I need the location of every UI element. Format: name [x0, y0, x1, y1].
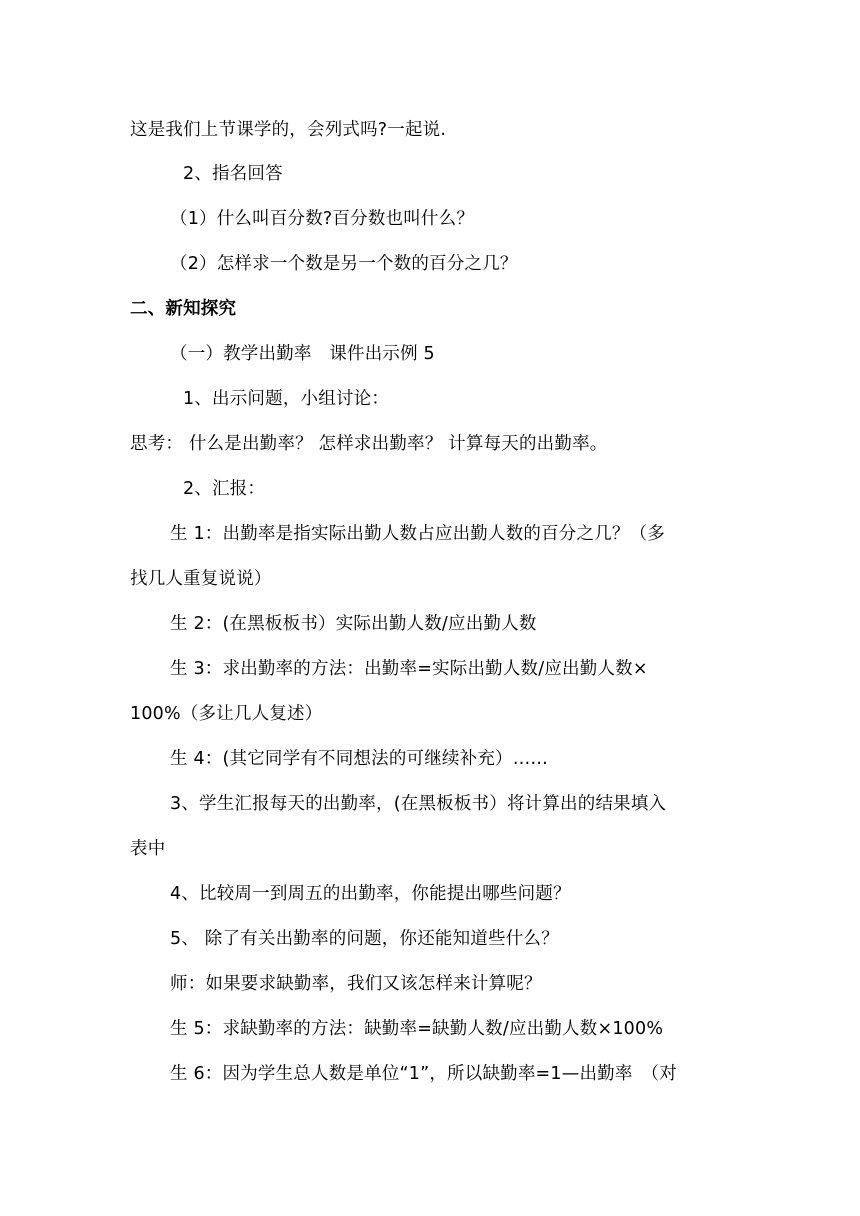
text-line-question-1: （1）什么叫百分数?百分数也叫什么？ [170, 209, 475, 229]
text-line-step-5: 5、 除了有关出勤率的问题，你还能知道些什么？ [170, 929, 559, 949]
text-line-report: 2、汇报： [183, 479, 266, 499]
text-line-student-6: 生 6：因为学生总人数是单位“1”，所以缺勤率=1—出勤率 （对 [170, 1064, 677, 1084]
text-line-student-1: 生 1：出勤率是指实际出勤人数占应出勤人数的百分之几？（多 [170, 524, 665, 544]
text-line-think: 思考： 什么是出勤率？ 怎样求出勤率？ 计算每天的出勤率。 [130, 434, 608, 454]
text-line-step-3-cont: 表中 [130, 839, 166, 859]
text-line-student-1-cont: 找几人重复说说） [130, 569, 272, 589]
text-line-question-2: （2）怎样求一个数是另一个数的百分之几？ [170, 254, 518, 274]
text-line-student-3-cont: 100%（多让几人复述） [130, 704, 323, 724]
text-line-student-3: 生 3：求出勤率的方法：出勤率=实际出勤人数/应出勤人数× [170, 659, 648, 679]
text-line-recap: 这是我们上节课学的，会列式吗?一起说. [130, 120, 447, 140]
section-heading: 二、新知探究 [130, 299, 237, 319]
text-line-student-2: 生 2：(在黑板板书）实际出勤人数/应出勤人数 [170, 614, 537, 634]
text-line-student-4: 生 4：(其它同学有不同想法的可继续补充）…… [170, 749, 549, 769]
subsection-heading: （一）教学出勤率 课件出示例 5 [170, 344, 435, 364]
text-line-student-5: 生 5：求缺勤率的方法：缺勤率=缺勤人数/应出勤人数×100% [170, 1019, 664, 1039]
text-line-step-3: 3、学生汇报每天的出勤率，(在黑板板书）将计算出的结果填入 [170, 794, 667, 814]
text-line-step-1: 1、出示问题，小组讨论： [183, 389, 390, 409]
text-line-teacher: 师：如果要求缺勤率，我们又该怎样来计算呢？ [170, 974, 542, 994]
text-line-step-2: 2、指名回答 [183, 164, 283, 184]
text-line-step-4: 4、比较周一到周五的出勤率，你能提出哪些问题？ [170, 884, 571, 904]
